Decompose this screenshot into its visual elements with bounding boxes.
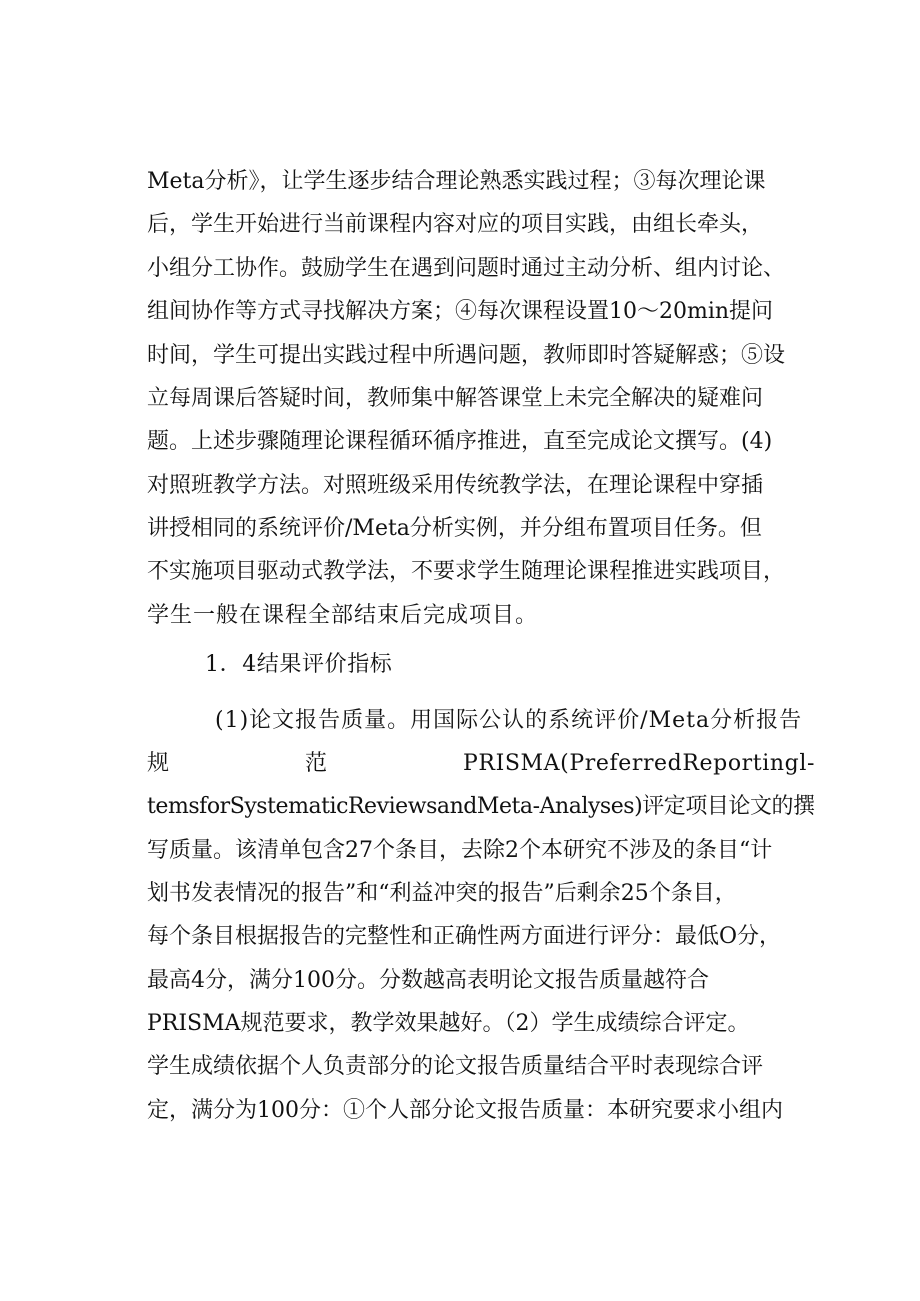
text-line: Meta分析》，让学生逐步结合理论熟悉实践过程；③每次理论课: [147, 169, 766, 194]
text-line: 后，学生开始进行当前课程内容对应的项目实践，由组长牵头，: [147, 212, 764, 237]
text-fragment: PRISMA(PreferredReportingl-: [463, 751, 815, 776]
text-line: 立每周课后答疑时间，教师集中解答课堂上未完全解决的疑难问: [147, 386, 764, 411]
text-line: 组间协作等方式寻找解决方案；④每次课程设置10～20min提问: [147, 299, 774, 324]
text-line: 时间，学生可提出实践过程中所遇问题，教师即时答疑解惑；⑤设: [147, 343, 786, 368]
text-line: 学生一般在课程全部结束后完成项目。: [147, 603, 539, 628]
text-fragment: 规: [147, 751, 170, 776]
justified-line: [147, 749, 815, 779]
text-fragment: 范: [305, 751, 328, 776]
text-line: PRISMA规范要求，教学效果越好。（2）学生成绩综合评定。: [147, 1011, 750, 1036]
text-line: 最高4分，满分100分。分数越高表明论文报告质量越符合: [147, 968, 709, 993]
text-line: 对照班教学方法。对照班级采用传统教学法，在理论课程中穿插: [147, 473, 764, 498]
text-line: 题。上述步骤随理论课程循环循序推进，直至完成论文撰写。(4): [147, 429, 773, 454]
text-line: 小组分工协作。鼓励学生在遇到问题时通过主动分析、组内讨论、: [147, 256, 786, 281]
text-line: 写质量。该清单包含27个条目，去除2个本研究不涉及的条目“计: [147, 838, 773, 863]
text-line: (1)论文报告质量。用国际公认的系统评价/Meta分析报告: [215, 708, 803, 733]
text-line: 学生成绩依据个人负责部分的论文报告质量结合平时表现综合评: [147, 1054, 764, 1079]
section-heading: 1．4结果评价指标: [205, 652, 393, 677]
text-line: 每个条目根据报告的完整性和正确性两方面进行评分：最低O分，: [147, 924, 782, 949]
text-line: 讲授相同的系统评价/Meta分析实例，并分组布置项目任务。但: [147, 516, 762, 541]
text-line: 划书发表情况的报告”和“利益冲突的报告”后剩余25个条目，: [147, 881, 737, 906]
text-line: temsforSystematicReviewsandMeta-Analyses)评定项目论文的撰: [147, 794, 815, 819]
text-line: 定，满分为100分：①个人部分论文报告质量：本研究要求小组内: [147, 1098, 783, 1123]
text-line: 不实施项目驱动式教学法，不要求学生随理论课程推进实践项目，: [147, 559, 786, 584]
